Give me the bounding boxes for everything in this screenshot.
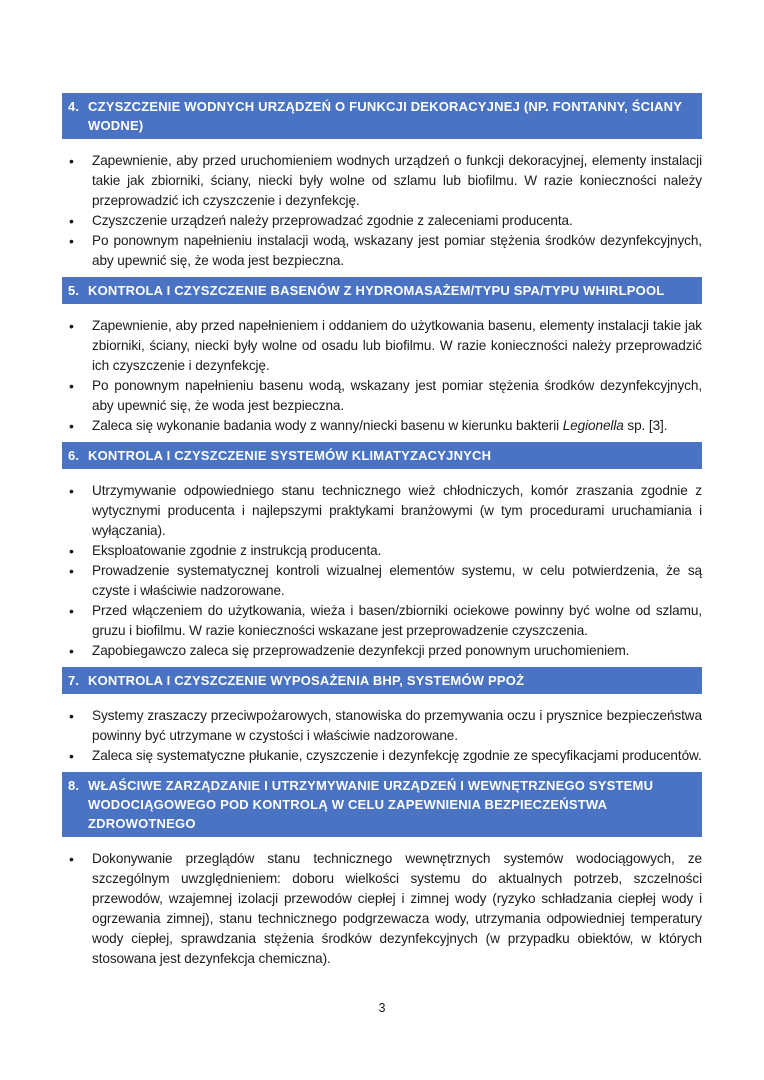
section-number: 8.	[68, 778, 80, 793]
section-title	[88, 776, 694, 833]
section-title	[88, 671, 694, 690]
bullet-item	[62, 376, 702, 416]
section-number: 5.	[68, 283, 80, 298]
bullet-item	[62, 416, 702, 436]
section-8-bullet-list	[62, 849, 702, 969]
section-number: 6.	[68, 448, 80, 463]
section-number: 7.	[68, 673, 80, 688]
bullet-item	[62, 746, 702, 766]
bullet-text: Prowadzenie systematycznej kontroli wizualnej elementów systemu, w celu potwierdzenia, że są czyste i właściwie nadzorowane.	[92, 563, 702, 598]
section-6	[62, 442, 702, 661]
bullet-text: Systemy zraszaczy przeciwpożarowych, stanowiska do przemywania oczu i prysznice bezpieczeństwa powinny być utrzymane w czystości i właściwie nadzorowane.	[92, 708, 702, 743]
bullet-item	[62, 231, 702, 271]
bullet-text: Przed włączeniem do użytkowania, wieża i basen/zbiorniki ociekowe powinny być wolne od szlamu, gruzu i biofilmu. W razie konieczności wskazane jest przeprowadzenie czyszczenia.	[92, 603, 702, 638]
bullet-item	[62, 211, 702, 231]
bullet-text: Czyszczenie urządzeń należy przeprowadzać zgodnie z zaleceniami producenta.	[92, 213, 573, 228]
bullet-item	[62, 541, 702, 561]
bullet-text-segment: sp. [3].	[623, 418, 668, 433]
page-number: 3	[378, 1001, 386, 1015]
bullet-text: Zapewnienie, aby przed napełnieniem i oddaniem do użytkowania basenu, elementy instalacji takie jak zbiorniki, ściany, niecki były wolne od osadu lub biofilmu. W razie konieczności należy przeprowadzić ich czyszczenie i dezynfekcję.	[92, 318, 702, 373]
section-5-header	[62, 277, 702, 304]
section-5	[62, 277, 702, 436]
bullet-item	[62, 481, 702, 541]
section-title-line: KONTROLA I CZYSZCZENIE WYPOSAŻENIA BHP, SYSTEMÓW PPOŻ	[88, 673, 525, 688]
bullet-text: Zapewnienie, aby przed uruchomieniem wodnych urządzeń o funkcji dekoracyjnej, elementy instalacji takie jak zbiorniki, ściany, niecki były wolne od szlamu lub biofilmu. W razie konieczności należy przeprowadzić ich czyszczenie i dezynfekcję.	[92, 153, 702, 208]
section-title-line: KONTROLA I CZYSZCZENIE BASENÓW Z HYDROMASAŻEM/TYPU SPA/TYPU WHIRLPOOL	[88, 283, 665, 298]
document-content	[62, 93, 702, 975]
section-title	[88, 97, 694, 135]
bullet-item	[62, 641, 702, 661]
bullet-text: Po ponownym napełnieniu instalacji wodą, wskazany jest pomiar stężenia środków dezynfekcyjnych, aby upewnić się, że woda jest bezpieczna.	[92, 233, 702, 268]
bullet-text-segment: Zaleca się wykonanie badania wody z wanny/niecki basenu w kierunku bakterii	[92, 418, 563, 433]
section-title-line: WODNE)	[88, 118, 144, 133]
section-5-bullet-list	[62, 316, 702, 436]
section-8	[62, 772, 702, 969]
bullet-item	[62, 316, 702, 376]
section-title-line: KONTROLA I CZYSZCZENIE SYSTEMÓW KLIMATYZACYJNYCH	[88, 448, 492, 463]
section-title-line: CZYSZCZENIE WODNYCH URZĄDZEŃ O FUNKCJI DEKORACYJNEJ (NP. FONTANNY, ŚCIANY	[88, 99, 683, 114]
bullet-text: Eksploatowanie zgodnie z instrukcją producenta.	[92, 543, 382, 558]
bullet-item	[62, 849, 702, 969]
bullet-item	[62, 601, 702, 641]
section-7-header	[62, 667, 702, 694]
section-4-header	[62, 93, 702, 139]
section-4	[62, 93, 702, 271]
bullet-item	[62, 151, 702, 211]
bullet-item	[62, 706, 702, 746]
section-title-line: WŁAŚCIWE ZARZĄDZANIE I UTRZYMYWANIE URZĄDZEŃ I WEWNĘTRZNEGO SYSTEMU	[88, 778, 654, 793]
bullet-item	[62, 561, 702, 601]
section-number: 4.	[68, 99, 80, 114]
bullet-text-italic: Legionella	[562, 418, 624, 433]
section-6-header	[62, 442, 702, 469]
bullet-text: Zapobiegawczo zaleca się przeprowadzenie dezynfekcji przed ponownym uruchomieniem.	[92, 643, 630, 658]
section-title-line: ZDROWOTNEGO	[88, 816, 196, 831]
section-6-bullet-list	[62, 481, 702, 661]
bullet-text: Utrzymywanie odpowiedniego stanu technicznego wież chłodniczych, komór zraszania zgodnie z wytycznymi producenta i najlepszymi praktykami branżowymi (w tym procedurami uruchamiania i wyłączania).	[92, 483, 702, 538]
bullet-text	[92, 418, 667, 433]
section-7	[62, 667, 702, 766]
section-8-header	[62, 772, 702, 837]
section-7-bullet-list	[62, 706, 702, 766]
bullet-text: Zaleca się systematyczne płukanie, czyszczenie i dezynfekcję zgodnie ze specyfikacjami producentów.	[92, 748, 702, 763]
section-title-line: WODOCIĄGOWEGO POD KONTROLĄ W CELU ZAPEWNIENIA BEZPIECZEŃSTWA	[88, 797, 608, 812]
bullet-text: Dokonywanie przeglądów stanu technicznego wewnętrznych systemów wodociągowych, ze szczególnym uwzględnieniem: doboru wielkości systemu do aktualnych potrzeb, szczelności przewodów, wzajemnej izolacji przewodów ciepłej i zimnej wody (ryzyko schładzania ciepłej wody i ogrzewania zimnej), stanu technicznego podgrzewacza wody, utrzymania odpowiedniej temperatury wody ciepłej, sprawdzania stężenia środków dezynfekcyjnych (w przypadku obiektów, w których stosowana jest dezynfekcja chemiczna).	[92, 851, 702, 966]
bullet-text: Po ponownym napełnieniu basenu wodą, wskazany jest pomiar stężenia środków dezynfekcyjnych, aby upewnić się, że woda jest bezpieczna.	[92, 378, 702, 413]
section-4-bullet-list	[62, 151, 702, 271]
section-title	[88, 446, 694, 465]
section-title	[88, 281, 694, 300]
